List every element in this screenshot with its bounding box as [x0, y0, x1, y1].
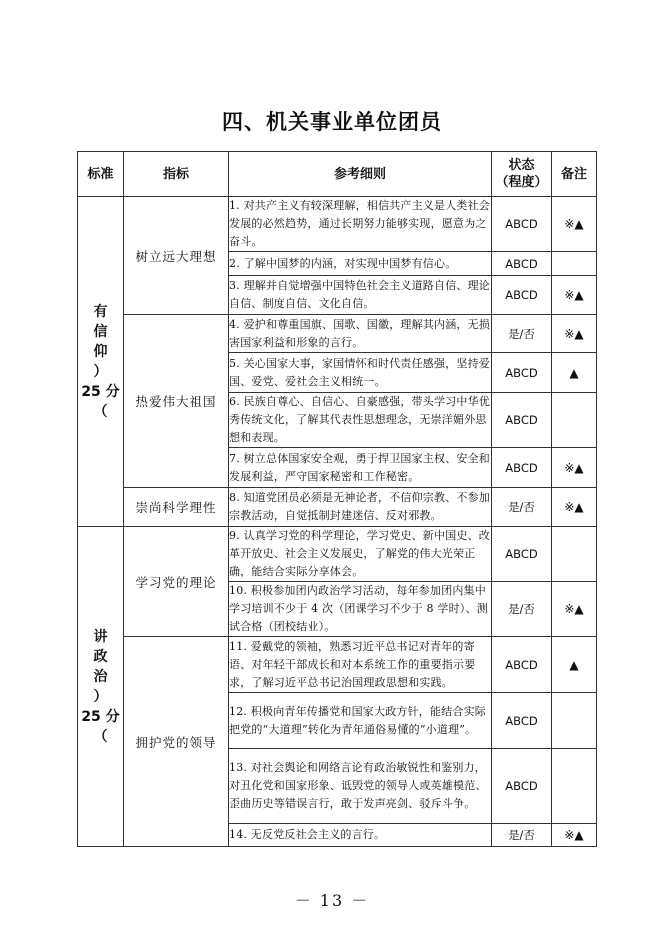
indicator-cell: 崇尚科学理性	[124, 488, 229, 527]
evaluation-table	[77, 151, 597, 847]
note-cell: ※▲	[552, 488, 597, 527]
standard-char: ）	[93, 688, 108, 705]
detail-cell: 13. 对社会舆论和网络言论有政治敏锐性和鉴别力，对丑化党和国家形象、诋毁党的领导人或英雄模范、歪曲历史等错误言行，敢于发声亮剑、驳斥斗争。	[229, 749, 492, 824]
header-indicator: 指标	[124, 152, 229, 197]
indicator-cell: 学习党的理论	[124, 527, 229, 637]
table-row	[78, 197, 597, 252]
status-cell: ABCD	[492, 353, 552, 393]
status-cell: 是/否	[492, 315, 552, 353]
header-status-line2: （程度）	[495, 175, 548, 190]
note-cell	[552, 693, 597, 749]
note-cell: ※▲	[552, 197, 597, 252]
header-details: 参考细则	[229, 152, 492, 197]
note-cell	[552, 393, 597, 448]
detail-cell: 9. 认真学习党的科学理论，学习党史、新中国史、改革开放史、社会主义发展史，了解党的伟大光荣正确，能结合实际分享体会。	[229, 527, 492, 582]
standard-cell-faith	[78, 197, 124, 527]
detail-cell: 7. 树立总体国家安全观，勇于捍卫国家主权、安全和发展利益，严守国家秘密和工作秘密。	[229, 448, 492, 488]
standard-char: 治	[93, 668, 108, 685]
detail-cell: 11. 爱戴党的领袖，熟悉习近平总书记对青年的寄语、对年轻干部成长和对本系统工作的重要指示要求，了解习近平总书记治国理政思想和实践。	[229, 637, 492, 693]
status-cell: ABCD	[492, 276, 552, 315]
status-cell: 是/否	[492, 488, 552, 527]
status-cell: ABCD	[492, 693, 552, 749]
standard-char: 政	[93, 648, 108, 665]
page-title: 四、机关事业单位团员	[222, 110, 442, 134]
header-standard: 标准	[78, 152, 124, 197]
note-cell	[552, 527, 597, 582]
note-cell: ▲	[552, 637, 597, 693]
standard-char: 讲	[93, 628, 108, 645]
detail-cell: 14. 无反党反社会主义的言行。	[229, 824, 492, 847]
status-cell: ABCD	[492, 393, 552, 448]
header-notes: 备注	[552, 152, 597, 197]
status-cell: ABCD	[492, 527, 552, 582]
status-cell: ABCD	[492, 252, 552, 276]
status-cell: ABCD	[492, 637, 552, 693]
note-cell: ▲	[552, 353, 597, 393]
status-cell: ABCD	[492, 448, 552, 488]
page-number: － 13 －	[294, 891, 370, 910]
detail-cell: 1. 对共产主义有较深理解，相信共产主义是人类社会发展的必然趋势，通过长期努力能够实现，愿意为之奋斗。	[229, 197, 492, 252]
standard-char: （	[93, 728, 108, 745]
note-cell: ※▲	[552, 315, 597, 353]
detail-cell: 6. 民族自尊心、自信心、自豪感强，带头学习中华优秀传统文化，了解其代表性思想理念，无崇洋媚外思想和表现。	[229, 393, 492, 448]
table-header-row	[78, 152, 597, 197]
indicator-cell: 拥护党的领导	[124, 637, 229, 847]
table-row	[78, 315, 597, 353]
note-cell	[552, 749, 597, 824]
standard-score: 25 分	[81, 383, 120, 400]
standard-char: 信	[93, 323, 108, 340]
detail-cell: 2. 了解中国梦的内涵，对实现中国梦有信心。	[229, 252, 492, 276]
status-cell: 是/否	[492, 824, 552, 847]
detail-cell: 8. 知道党团员必须是无神论者，不信仰宗教、不参加宗教活动，自觉抵制封建迷信、反对邪教。	[229, 488, 492, 527]
note-cell: ※▲	[552, 582, 597, 637]
table-row	[78, 527, 597, 582]
header-status-line1: 状态	[508, 158, 535, 173]
standard-char: （	[93, 403, 108, 420]
note-cell: ※▲	[552, 448, 597, 488]
standard-char: 有	[93, 303, 108, 320]
indicator-cell: 热爱伟大祖国	[124, 315, 229, 488]
indicator-cell: 树立远大理想	[124, 197, 229, 315]
standard-cell-politics	[78, 527, 124, 847]
detail-cell: 3. 理解并自觉增强中国特色社会主义道路自信、理论自信、制度自信、文化自信。	[229, 276, 492, 315]
status-cell: ABCD	[492, 197, 552, 252]
detail-cell: 10. 积极参加团内政治学习活动，每年参加团内集中学习培训不少于 4 次（团课学习不少于 8 学时）、测试合格（团校结业）。	[229, 582, 492, 637]
standard-char: 仰	[93, 343, 108, 360]
detail-cell: 4. 爱护和尊重国旗、国歌、国徽，理解其内涵，无损害国家利益和形象的言行。	[229, 315, 492, 353]
note-cell: ※▲	[552, 824, 597, 847]
table-row	[78, 488, 597, 527]
header-status	[492, 152, 552, 197]
status-cell: ABCD	[492, 749, 552, 824]
note-cell: ※▲	[552, 276, 597, 315]
detail-cell: 5. 关心国家大事，家国情怀和时代责任感强，坚持爱国、爱党、爱社会主义相统一。	[229, 353, 492, 393]
status-cell: 是/否	[492, 582, 552, 637]
standard-score: 25 分	[81, 708, 120, 725]
standard-char: ）	[93, 363, 108, 380]
note-cell	[552, 252, 597, 276]
table-row	[78, 637, 597, 693]
detail-cell: 12. 积极向青年传播党和国家大政方针，能结合实际把党的“大道理”转化为青年通俗易懂的“小道理”。	[229, 693, 492, 749]
